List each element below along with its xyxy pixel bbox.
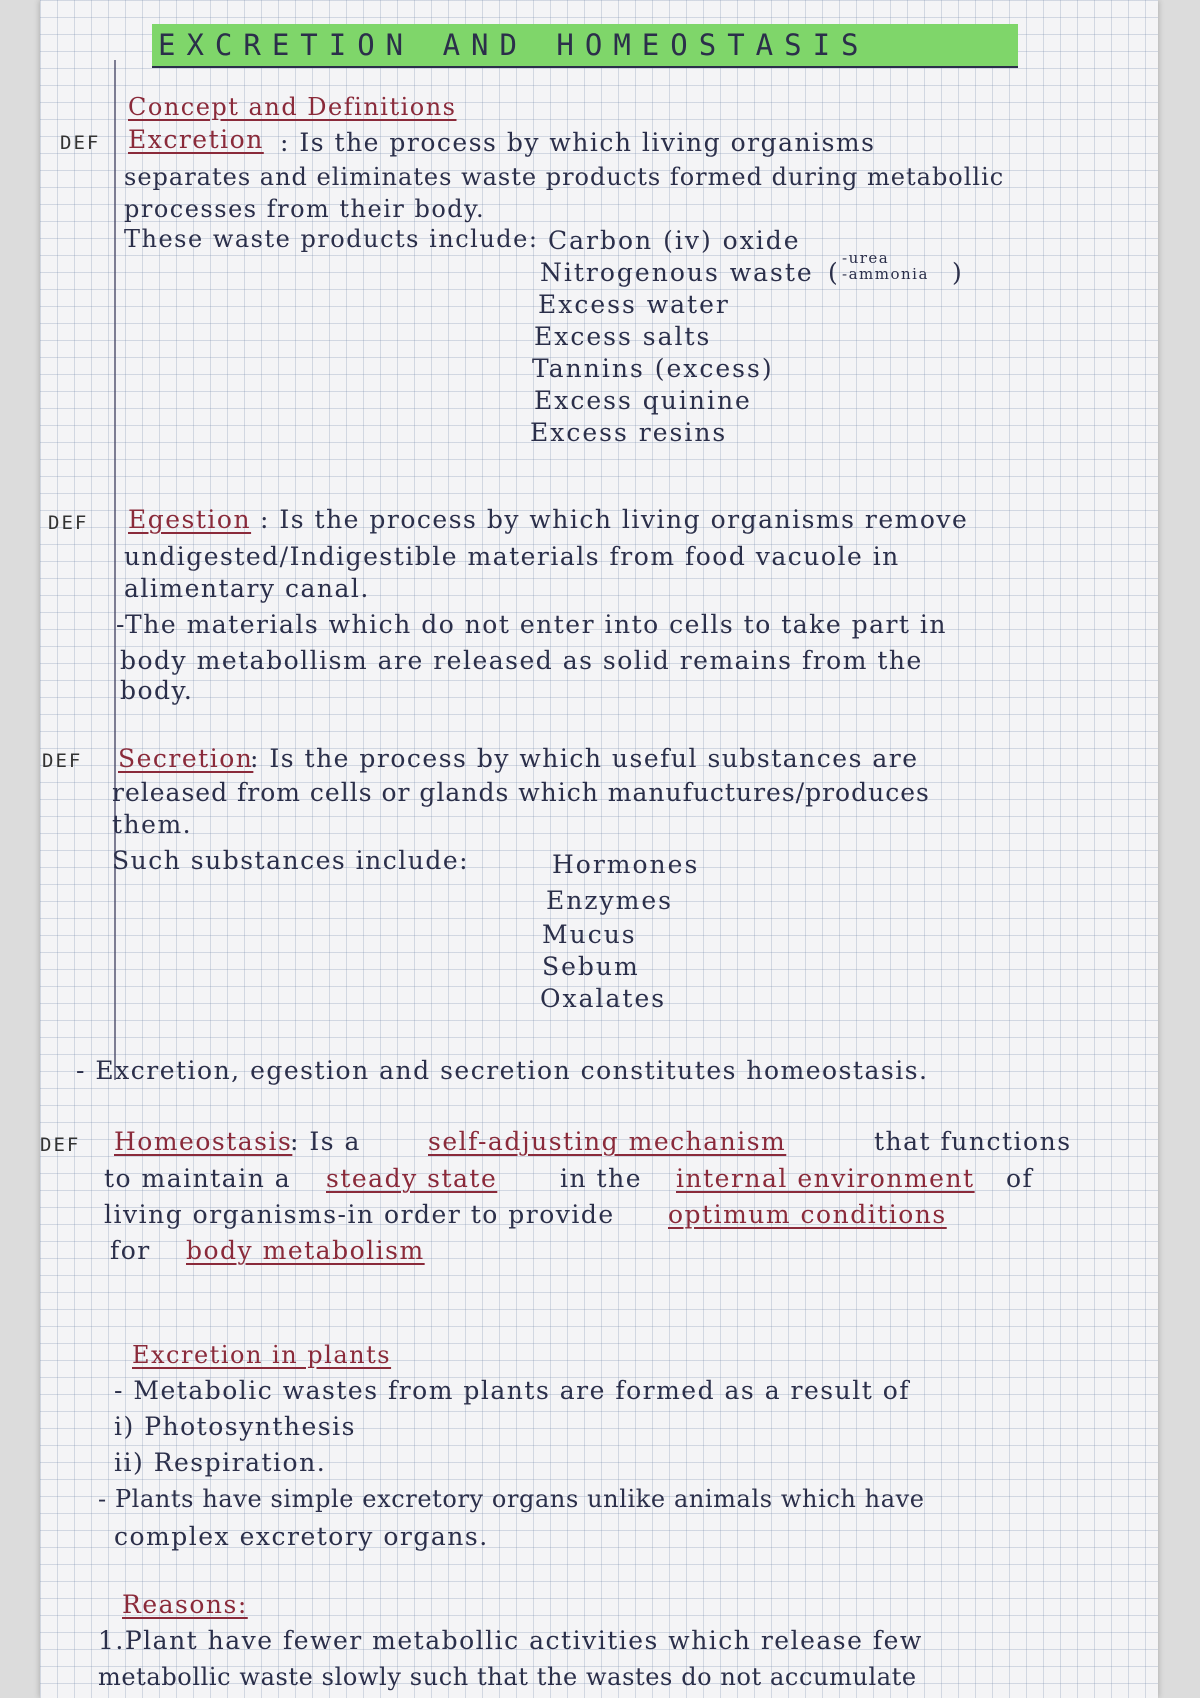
egestion-line: body. [120, 676, 194, 705]
waste-item: Tannins (excess) [532, 354, 774, 383]
waste-item: Excess quinine [534, 386, 752, 415]
homeostasis-key-term: body metabolism [186, 1236, 425, 1265]
homeostasis-key-term: optimum conditions [668, 1200, 947, 1229]
waste-item: Excess salts [534, 322, 712, 351]
paren-close: ) [952, 258, 964, 287]
def-marker: DEF [42, 750, 83, 772]
waste-item: Excess water [538, 290, 730, 319]
egestion-term: Egestion [128, 505, 252, 534]
homeostasis-text: living organisms-in order to provide [104, 1200, 615, 1229]
excretion-line: : Is the process by which living organisms [280, 128, 876, 157]
homeostasis-text: that functions [874, 1127, 1072, 1156]
egestion-line: alimentary canal. [124, 574, 370, 603]
secretion-item: Mucus [542, 920, 637, 949]
def-marker: DEF [60, 132, 101, 154]
plants-line: ii) Respiration. [114, 1448, 327, 1477]
egestion-line: -The materials which do not enter into cells to take part in [116, 610, 948, 639]
nitrogenous-note: -urea [842, 249, 890, 267]
secretion-term: Secretion [118, 744, 254, 773]
egestion-line: : Is the process by which living organisms remove [260, 505, 969, 534]
plants-heading: Excretion in plants [132, 1341, 392, 1369]
secretion-item: Enzymes [546, 886, 673, 915]
secretion-item: Sebum [542, 952, 640, 981]
page-title: EXCRETION AND HOMEOSTASIS [152, 24, 1018, 68]
egestion-line: undigested/Indigestible materials from food vacuole in [124, 542, 900, 571]
def-marker: DEF [40, 1134, 81, 1156]
homeostasis-term: Homeostasis [114, 1127, 293, 1156]
margin-line [114, 60, 116, 1080]
homeostasis-text: : Is a [290, 1127, 361, 1156]
excretion-line: processes from their body. [124, 195, 486, 223]
waste-item: Excess resins [530, 418, 728, 447]
homeostasis-text: for [110, 1236, 151, 1265]
reason-line: 1.Plant have fewer metabollic activities which release few [98, 1626, 923, 1655]
secretion-line: them. [112, 810, 193, 839]
secretion-line: released from cells or glands which manufuctures/produces [112, 778, 930, 807]
paren-open: ( [828, 258, 840, 287]
homeostasis-key-term: internal environment [676, 1164, 975, 1193]
homeostasis-text: to maintain a [104, 1164, 292, 1193]
excretion-line: These waste products include: [124, 225, 539, 253]
excretion-line: separates and eliminates waste products formed during metabollic [124, 163, 1005, 191]
homeostasis-key-term: self-adjusting mechanism [428, 1127, 787, 1156]
homeostasis-text: in the [560, 1164, 642, 1193]
excretion-term: Excretion [128, 125, 264, 154]
homeostasis-key-term: steady state [326, 1164, 498, 1193]
plants-line: - Metabolic wastes from plants are formed as a result of [114, 1376, 911, 1405]
secretion-line: Such substances include: [112, 846, 470, 875]
secretion-item: Oxalates [540, 984, 667, 1013]
notebook-page [40, 0, 1158, 1698]
plants-line: - Plants have simple excretory organs unlike animals which have [98, 1485, 925, 1513]
nitrogenous-note: -ammonia [842, 265, 929, 283]
waste-item: Carbon (iv) oxide [548, 226, 801, 255]
plants-line: i) Photosynthesis [114, 1412, 356, 1441]
plants-line: complex excretory organs. [114, 1522, 489, 1551]
homeostasis-text: of [1006, 1164, 1034, 1193]
concept-heading: Concept and Definitions [128, 93, 457, 121]
def-marker: DEF [48, 512, 89, 534]
summary-line: - Excretion, egestion and secretion constitutes homeostasis. [76, 1056, 929, 1085]
secretion-line: : Is the process by which useful substances are [250, 744, 919, 773]
egestion-line: body metabollism are released as solid remains from the [120, 646, 923, 675]
secretion-item: Hormones [552, 850, 700, 879]
reason-line: metabollic waste slowly such that the wastes do not accumulate [98, 1663, 917, 1691]
waste-item: Nitrogenous waste [540, 258, 814, 287]
reasons-heading: Reasons: [122, 1590, 248, 1619]
